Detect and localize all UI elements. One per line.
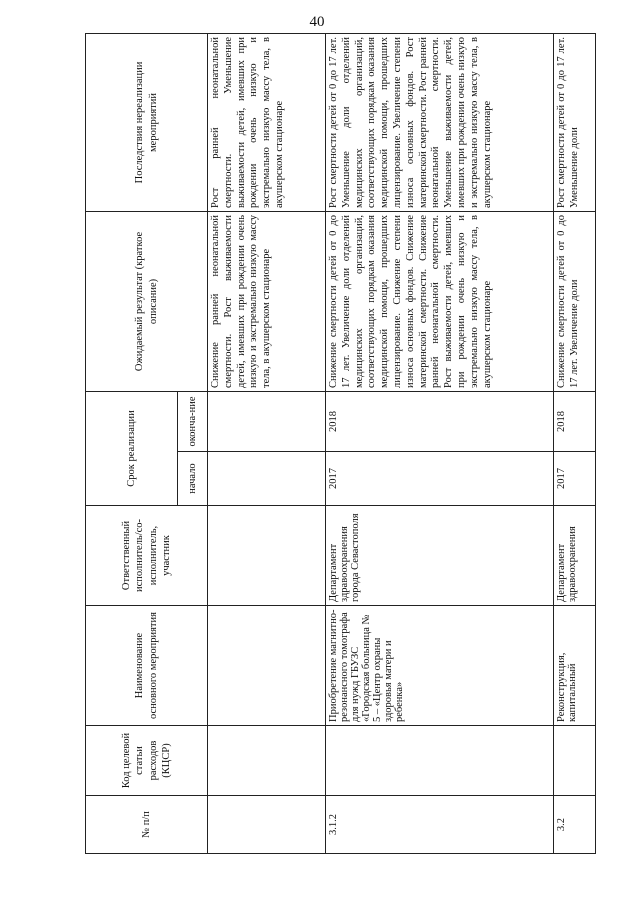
cell-result: Снижение ранней неонатальной смертности. Рост выживаемости детей, имевших при рождении очень низкую и экстремально низкую массу тела, в акушерском стационаре (208, 211, 326, 391)
cell-end: 2018 (554, 391, 596, 451)
cell-num (208, 796, 326, 854)
cell-end (208, 391, 326, 451)
cell-responsible: Департамент здравоохранения города Севастополя (326, 506, 554, 606)
cell-name (208, 606, 326, 726)
measures-table (85, 33, 596, 854)
cell-name: Приобретение магнитно-резонансного томографа для нужд ГБУЗС «Городская больница № 5 – «Центр охраны здоровья матери и ребенка» (326, 606, 554, 726)
table-row (554, 33, 596, 853)
header-result: Ожидаемый результат (краткое описание) (86, 211, 208, 391)
cell-start: 2017 (554, 452, 596, 506)
header-num: № п/п (86, 796, 208, 854)
cell-num: 3.1.2 (326, 796, 554, 854)
cell-end: 2018 (326, 391, 554, 451)
rotated-table-container (85, 34, 595, 854)
cell-consequences: Рост ранней неонатальной смертности. Уменьшение выживаемости детей, имевших при рождении очень низкую и экстремально низкую массу тела, в акушерском стационаре (208, 33, 326, 211)
header-end: оконча-ние (178, 391, 208, 451)
cell-result: Снижение смертности детей от 0 до 17 лет. Увеличение доли отделений медицинских организаций, соответствующих порядкам оказания медицинской помощи, прошедших лицензирование. Снижение степени износа основных фондов. Снижение материнской смертности. Снижение ранней неонатальной смертности. Рост выживаемости детей, имевших при рождении очень низкую и экстремально низкую массу тела, в акушерском стационаре (326, 211, 554, 391)
header-row (86, 33, 178, 853)
page-number: 40 (309, 14, 325, 30)
table-row (208, 33, 326, 853)
header-responsible: Ответственный исполнитель/со-исполнитель, участник (86, 506, 208, 606)
header-start: начало (178, 452, 208, 506)
cell-responsible: Департамент здравоохранения (554, 506, 596, 606)
cell-consequences: Рост смертности детей от 0 до 17 лет. Уменьшение доли (554, 33, 596, 211)
cell-start: 2017 (326, 452, 554, 506)
cell-responsible (208, 506, 326, 606)
cell-consequences: Рост смертности детей от 0 до 17 лет. Уменьшение доли отделений медицинских организаций, соответствующих порядкам оказания медицинской помощи, прошедших лицензирование. Увеличение степени износа основных фондов. Рост материнской смертности. Рост ранней неонатальной смертности. Уменьшение выживаемости детей, имевших при рождении очень низкую и экстремально низкую массу тела, в акушерском стационаре (326, 33, 554, 211)
header-consequences: Последствия нереализации мероприятий (86, 33, 208, 211)
cell-kcsr (554, 726, 596, 796)
cell-kcsr (208, 726, 326, 796)
cell-num: 3.2 (554, 796, 596, 854)
table-row (326, 33, 554, 853)
cell-start (208, 452, 326, 506)
cell-kcsr (326, 726, 554, 796)
cell-name: Реконструкция, капитальный (554, 606, 596, 726)
header-name: Наименование основного мероприятия (86, 606, 208, 726)
header-period: Срок реализации (86, 391, 178, 505)
header-kcsr: Код целевой статьи расходов (КЦСР) (86, 726, 208, 796)
cell-result: Снижение смертности детей от 0 до 17 лет. Увеличение доли (554, 211, 596, 391)
